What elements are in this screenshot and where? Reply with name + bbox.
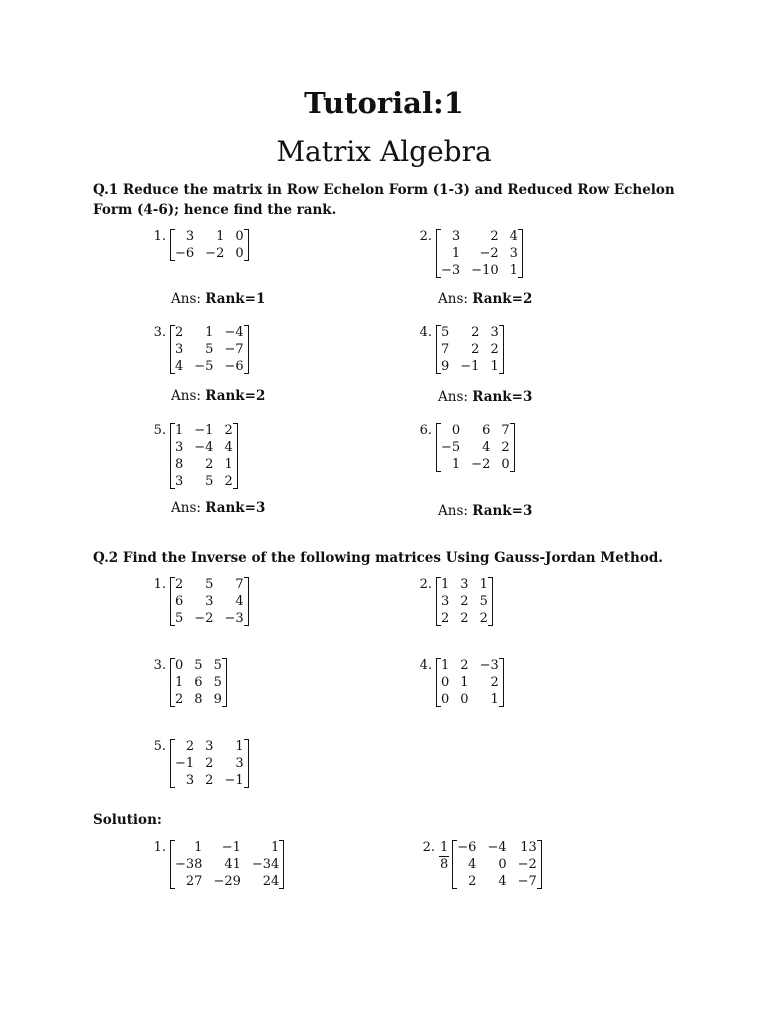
matrix-entry: 8 — [175, 457, 184, 472]
answer-prefix: Ans: — [171, 500, 206, 516]
matrix-entry: 5 — [194, 658, 203, 673]
matrix-entry: 2 — [468, 874, 477, 889]
matrix-entry: 5 — [205, 474, 214, 489]
matrix-entry: 1 — [460, 675, 469, 690]
matrix-entry: 3 — [490, 325, 499, 340]
matrix-entry: −7 — [224, 342, 244, 357]
solution-matrix-1 — [170, 839, 284, 890]
matrix-entry: −2 — [194, 611, 214, 626]
matrix-entry: 4 — [482, 440, 491, 455]
matrix-entry: 0 — [441, 692, 450, 707]
item-number: 1. — [153, 229, 166, 244]
q1-answer-1 — [171, 291, 265, 307]
item-number: 4. — [419, 658, 432, 673]
item-number: 2. — [419, 577, 432, 592]
answer-prefix: Ans: — [171, 291, 206, 307]
q1-matrix-2 — [436, 228, 523, 279]
matrix-entry: 1 — [235, 739, 244, 754]
matrix-entry: −4 — [194, 440, 214, 455]
matrix-entry: 27 — [185, 874, 203, 889]
matrix-entry: 24 — [262, 874, 280, 889]
q1-item-2 — [406, 228, 523, 279]
answer-value: Rank=2 — [205, 388, 266, 404]
matrix-entry: 1 — [441, 658, 450, 673]
matrix-entry: 3 — [205, 594, 214, 609]
matrix-entry: 0 — [235, 229, 244, 244]
matrix-entry: 3 — [441, 594, 450, 609]
answer-value: Rank=3 — [472, 389, 533, 405]
matrix-entry: 3 — [509, 246, 518, 261]
matrix-entry: 5 — [175, 611, 184, 626]
matrix-entry: −3 — [479, 658, 499, 673]
q1-item-1 — [140, 228, 249, 262]
matrix-entry: 0 — [235, 246, 244, 261]
matrix-entry: 2 — [471, 325, 480, 340]
answer-value: Rank=2 — [472, 291, 533, 307]
matrix-entry: −1 — [194, 423, 214, 438]
matrix-entry: 2 — [224, 474, 233, 489]
q1-matrix-4 — [436, 324, 504, 375]
matrix-entry: 5 — [441, 325, 450, 340]
question-2-text: Q.2 Find the Inverse of the following matrices Using Gauss-Jordan Method. — [93, 550, 663, 566]
q1-item-5 — [140, 422, 238, 490]
q1-answer-6 — [438, 503, 532, 519]
matrix-entry: −38 — [175, 857, 203, 872]
item-number: 2. — [419, 229, 432, 244]
item-number: 6. — [419, 423, 432, 438]
matrix-entry: −34 — [251, 857, 280, 872]
matrix-entry: −3 — [224, 611, 244, 626]
matrix-entry: 5 — [213, 658, 222, 673]
item-number: 5. — [153, 739, 166, 754]
q2-item-5 — [140, 738, 249, 789]
matrix-entry: −2 — [471, 457, 491, 472]
matrix-entry: 5 — [213, 675, 222, 690]
matrix-entry: −4 — [487, 840, 507, 855]
matrix-entry: 8 — [194, 692, 203, 707]
matrix-entry: −5 — [194, 359, 214, 374]
matrix-entry: 0 — [175, 658, 184, 673]
matrix-entry: 7 — [235, 577, 244, 592]
answer-prefix: Ans: — [438, 503, 473, 519]
matrix-entry: 7 — [501, 423, 510, 438]
matrix-entry: 4 — [224, 440, 233, 455]
matrix-entry: 2 — [460, 611, 469, 626]
matrix-entry: 1 — [451, 457, 461, 472]
matrix-entry: 1 — [224, 457, 233, 472]
matrix-entry: −5 — [441, 440, 461, 455]
q2-matrix-4 — [436, 657, 504, 708]
matrix-entry: 0 — [451, 423, 461, 438]
matrix-entry: 1 — [451, 246, 461, 261]
item-number: 3. — [153, 658, 166, 673]
fraction-numerator: 1 — [440, 840, 449, 855]
solution-matrix-2 — [452, 839, 542, 890]
q1-answer-5 — [171, 500, 265, 516]
q1-matrix-5 — [170, 422, 238, 490]
matrix-entry: 13 — [520, 840, 537, 855]
matrix-entry: 9 — [441, 359, 450, 374]
answer-prefix: Ans: — [171, 388, 206, 404]
q1-matrix-6 — [436, 422, 515, 473]
matrix-entry: 4 — [468, 857, 477, 872]
matrix-entry: 2 — [460, 594, 469, 609]
matrix-entry: 2 — [175, 325, 184, 340]
matrix-entry: −6 — [224, 359, 244, 374]
matrix-entry: −2 — [517, 857, 537, 872]
matrix-entry: −2 — [205, 246, 225, 261]
matrix-entry: 3 — [185, 229, 195, 244]
matrix-entry: 3 — [185, 773, 195, 788]
matrix-entry: 1 — [479, 577, 488, 592]
matrix-entry: 3 — [235, 756, 244, 771]
matrix-entry: 2 — [490, 229, 499, 244]
q2-matrix-1 — [170, 576, 249, 627]
item-number: 1. — [153, 577, 166, 592]
matrix-entry: −7 — [517, 874, 537, 889]
q2-matrix-2 — [436, 576, 493, 627]
scalar-fraction — [439, 839, 449, 873]
matrix-entry: 2 — [479, 611, 488, 626]
matrix-entry: 2 — [205, 756, 214, 771]
matrix-entry: 9 — [213, 692, 222, 707]
q1-answer-3 — [171, 388, 265, 404]
q1-answer-4 — [438, 389, 532, 405]
matrix-entry: 2 — [175, 692, 184, 707]
matrix-entry: 2 — [471, 342, 480, 357]
matrix-entry: 1 — [205, 325, 214, 340]
matrix-entry: −3 — [441, 263, 461, 278]
matrix-entry: 3 — [175, 342, 184, 357]
matrix-entry: 2 — [460, 658, 469, 673]
matrix-entry: 2 — [205, 457, 214, 472]
matrix-entry: 0 — [501, 457, 510, 472]
matrix-entry: −1 — [221, 840, 241, 855]
matrix-entry: 0 — [460, 692, 469, 707]
matrix-entry: 1 — [490, 359, 499, 374]
matrix-entry: 0 — [498, 857, 507, 872]
matrix-entry: 3 — [205, 739, 214, 754]
fraction-denominator: 8 — [440, 857, 449, 872]
matrix-entry: 4 — [175, 359, 184, 374]
q2-item-1 — [140, 576, 249, 627]
q1-item-3 — [140, 324, 249, 375]
solution-item-2 — [409, 839, 542, 890]
matrix-entry: 2 — [224, 423, 233, 438]
matrix-entry: 1 — [175, 423, 184, 438]
matrix-entry: 5 — [479, 594, 488, 609]
matrix-entry: 7 — [441, 342, 450, 357]
q2-item-3 — [140, 657, 227, 708]
solution-item-1 — [140, 839, 284, 890]
matrix-entry: −29 — [213, 874, 241, 889]
answer-prefix: Ans: — [438, 389, 473, 405]
matrix-entry: −1 — [224, 773, 244, 788]
matrix-entry: 41 — [224, 857, 241, 872]
answer-value: Rank=3 — [205, 500, 266, 516]
q1-answer-2 — [438, 291, 532, 307]
matrix-entry: 1 — [175, 675, 184, 690]
matrix-entry: 2 — [490, 342, 499, 357]
matrix-entry: 3 — [451, 229, 461, 244]
matrix-entry: 1 — [441, 577, 450, 592]
matrix-entry: 4 — [235, 594, 244, 609]
matrix-entry: 3 — [460, 577, 469, 592]
q2-item-4 — [406, 657, 504, 708]
q1-item-4 — [406, 324, 504, 375]
matrix-entry: 3 — [175, 474, 184, 489]
question-1-text: Q.1 Reduce the matrix in Row Echelon Form (1-3) and Reduced Row Echelon Form (4-6); hence find the rank. — [93, 182, 675, 218]
matrix-entry: 2 — [441, 611, 450, 626]
matrix-entry: −6 — [457, 840, 477, 855]
q1-item-6 — [406, 422, 515, 473]
matrix-entry: 2 — [185, 739, 195, 754]
matrix-entry: −4 — [224, 325, 244, 340]
q1-matrix-1 — [170, 228, 249, 262]
matrix-entry: 1 — [271, 840, 280, 855]
matrix-entry: 1 — [194, 840, 203, 855]
matrix-entry: 2 — [205, 773, 214, 788]
matrix-entry: −2 — [479, 246, 499, 261]
item-number: 5. — [153, 423, 166, 438]
q2-matrix-3 — [170, 657, 227, 708]
item-number: 3. — [153, 325, 166, 340]
item-number: 4. — [419, 325, 432, 340]
q2-matrix-5 — [170, 738, 249, 789]
matrix-entry: 6 — [194, 675, 203, 690]
matrix-entry: 0 — [441, 675, 450, 690]
item-number: 1. — [153, 840, 166, 855]
item-number: 2. — [422, 840, 435, 855]
solution-label: Solution: — [93, 812, 162, 828]
page-subtitle: Matrix Algebra — [276, 135, 492, 168]
matrix-entry: 5 — [205, 577, 214, 592]
matrix-entry: 4 — [509, 229, 518, 244]
matrix-entry: 4 — [498, 874, 507, 889]
matrix-entry: 3 — [175, 440, 184, 455]
q2-item-2 — [406, 576, 493, 627]
matrix-entry: −1 — [175, 756, 195, 771]
matrix-entry: −6 — [175, 246, 195, 261]
matrix-entry: 2 — [175, 577, 184, 592]
matrix-entry: 1 — [509, 263, 518, 278]
matrix-entry: 2 — [490, 675, 499, 690]
answer-value: Rank=3 — [472, 503, 533, 519]
matrix-entry: 1 — [216, 229, 225, 244]
matrix-entry: −1 — [460, 359, 480, 374]
matrix-entry: 1 — [490, 692, 499, 707]
q1-matrix-3 — [170, 324, 249, 375]
page-title: Tutorial:1 — [304, 86, 464, 120]
answer-prefix: Ans: — [438, 291, 473, 307]
matrix-entry: 2 — [501, 440, 510, 455]
matrix-entry: 6 — [482, 423, 491, 438]
matrix-entry: −10 — [471, 263, 499, 278]
answer-value: Rank=1 — [205, 291, 266, 307]
matrix-entry: 6 — [175, 594, 184, 609]
matrix-entry: 5 — [205, 342, 214, 357]
